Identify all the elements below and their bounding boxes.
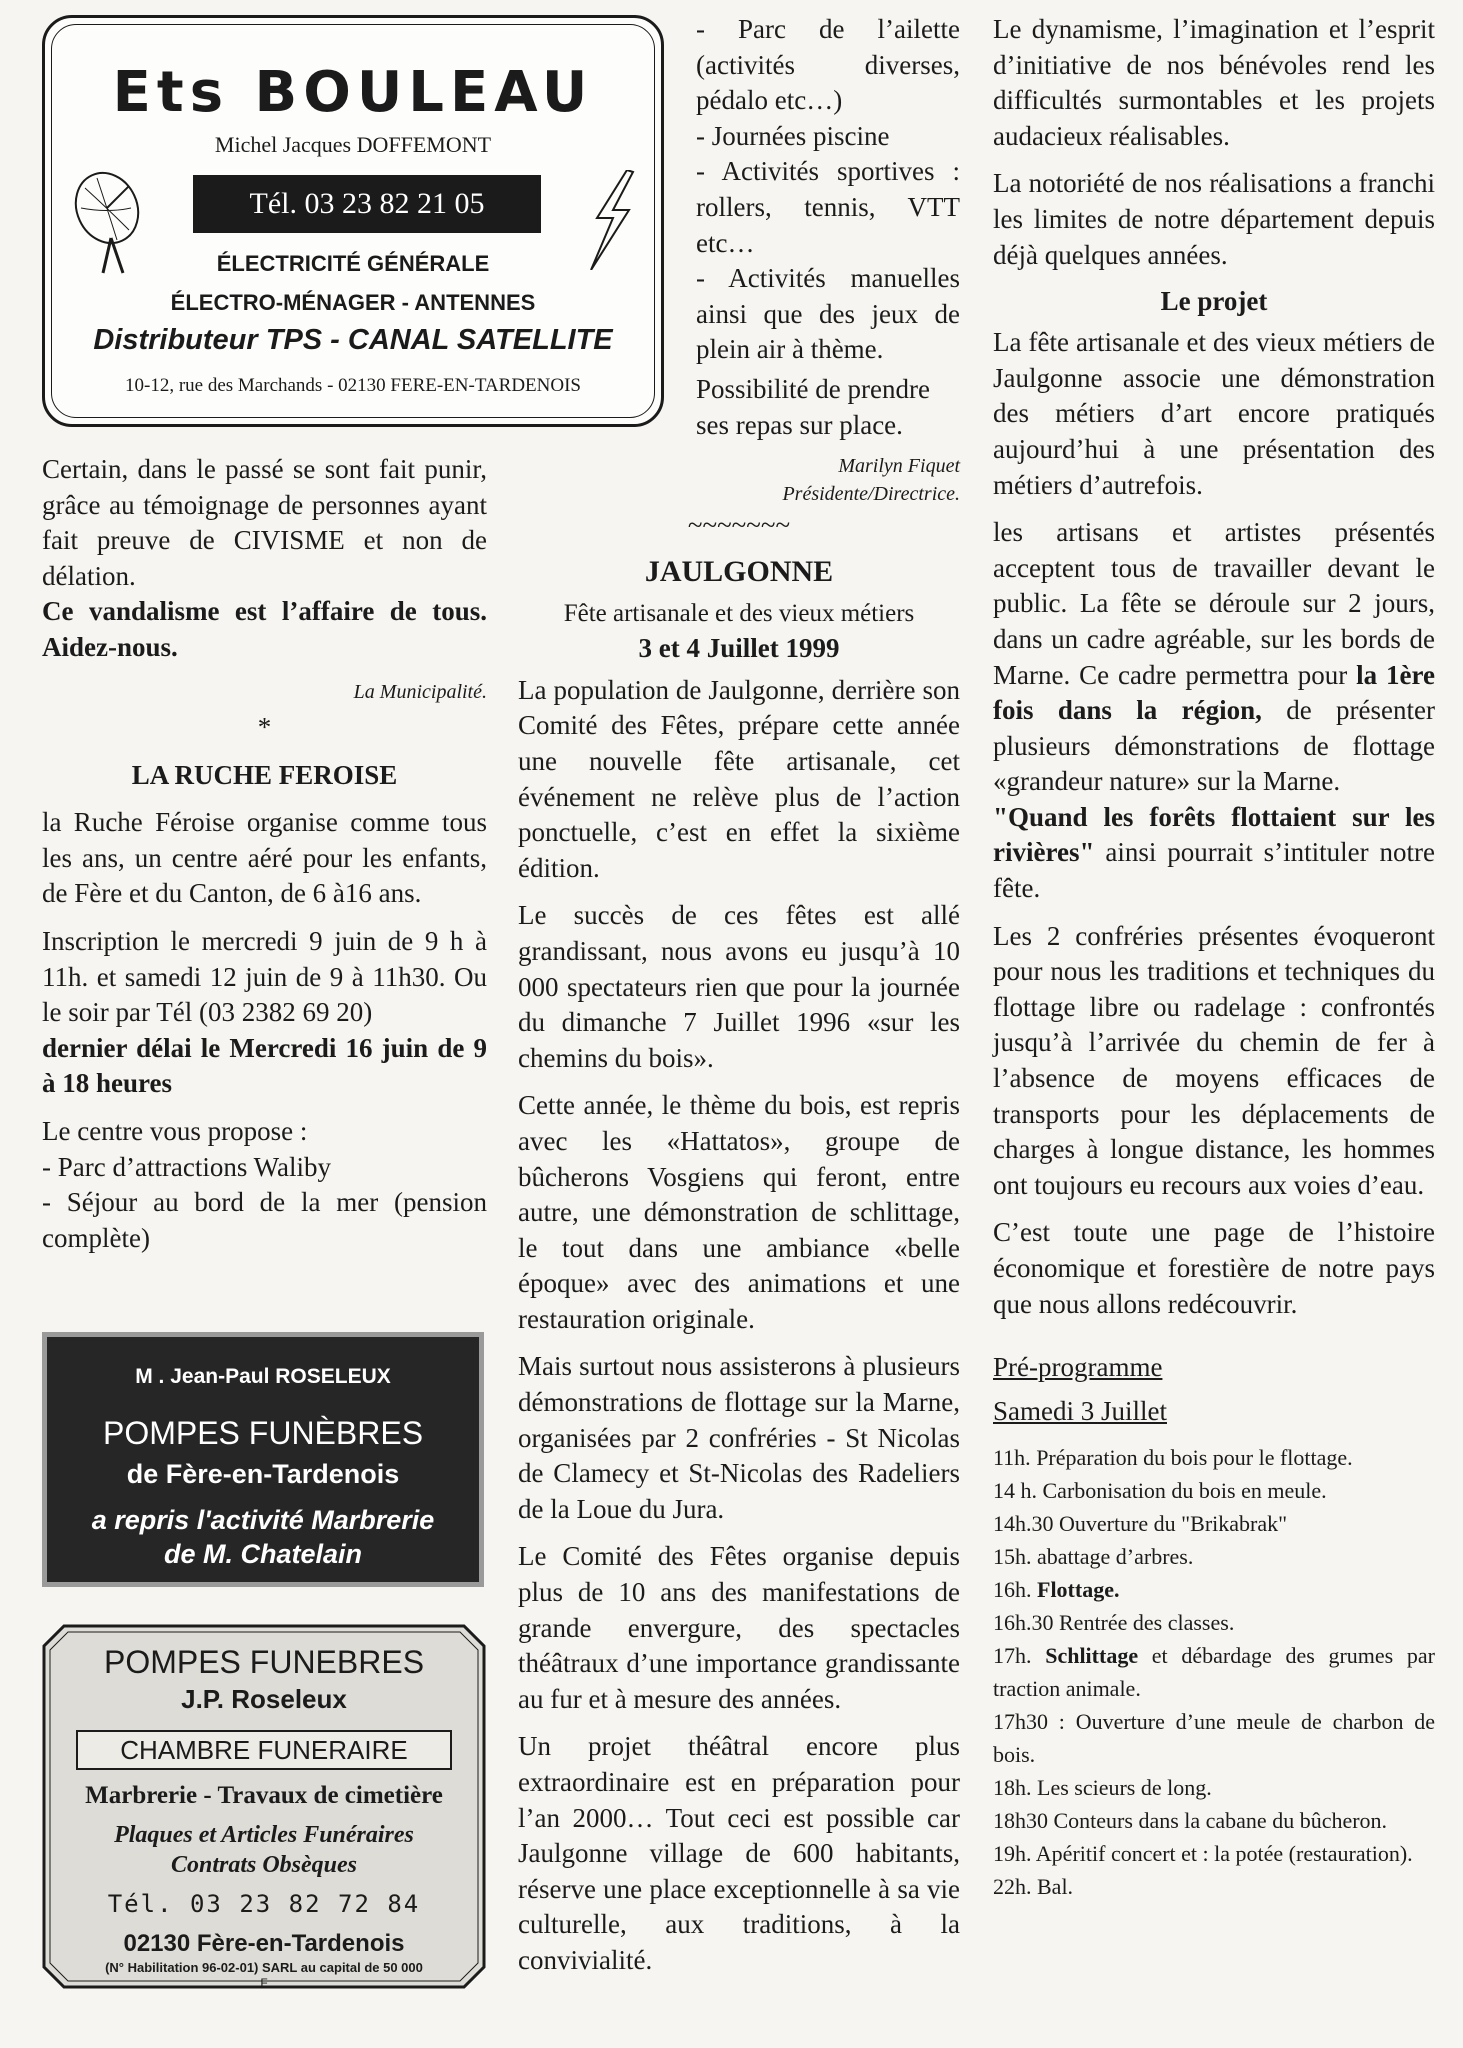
fete-motto: "Quand les forêts flottaient sur les rivières" (993, 801, 1435, 868)
jaulgonne-dates: 3 et 4 Juillet 1999 (638, 633, 840, 664)
projet-text-c: de présenter plusieurs démonstrations de flottage «grandeur nature» sur la Marne. (993, 695, 1436, 797)
brand-name: Ets BOULEAU (112, 60, 594, 125)
roseleux-advert-light (42, 1624, 486, 1989)
advert-owner: M . Jean-Paul ROSELEUX (135, 1365, 391, 1388)
schedule-text: Bal. (1037, 1874, 1074, 1900)
schedule-time: 18h. (993, 1775, 1032, 1801)
advert-legal-2: F (260, 1976, 268, 1990)
jaulgonne-paragraph: Un projet théâtral encore plus extraordinaire est en préparation pour l’an 2000… Tout ceci est possible car Jaulgonne village de 600 habitants, réserve une place exceptionnelle à sa vie culturelle, aux traditions, à la convivialité. (518, 1731, 960, 1975)
separator-star: * (257, 711, 272, 742)
ruche-item: - Parc de l’ailette (activités diverses, pédalo etc…) (696, 14, 960, 116)
jaulgonne-paragraph: Le Comité des Fêtes organise depuis plus de 10 ans des manifestations de grande envergure, des spectacles théâtraux d’une importance grandissante au fur et à mesure des années. (518, 1541, 960, 1714)
confreries-paragraph: Les 2 confréries présentes évoqueront pour nous les traditions et techniques du flottage libre ou radelage : confrontés jusqu’à l’arrivée du chemin de fer à l’absence de moyens efficaces de transports pour les déplacements de charges à longue distance, les hommes ont toujours eu recours aux voies d’eau. (993, 920, 1435, 1200)
service-line-2: ÉLECTRO-MÉNAGER - ANTENNES (170, 290, 536, 315)
column-2-main (518, 452, 960, 1979)
advert-phone: Tél. 03 23 82 72 84 (107, 1890, 421, 1918)
history-paragraph: C’est toute une page de l’histoire économique et forestière de notre pays que nous allons redécouvrir. (993, 1217, 1435, 1319)
service-line-1: ÉLECTRICITÉ GÉNÉRALE (216, 251, 490, 276)
advert-title: POMPES FUNÈBRES (102, 1415, 424, 1451)
roseleux-advert-dark (42, 1332, 484, 1587)
schedule-item (993, 1507, 1435, 1540)
schedule-text: Préparation du bois pour le flottage. (1036, 1445, 1353, 1471)
schedule-text: Conteurs dans la cabane du bûcheron. (1053, 1808, 1388, 1834)
schedule-time: 17h. (993, 1643, 1032, 1669)
ruche-paragraph-3: Le centre vous propose : (42, 1115, 308, 1146)
ruche-item: - Journées piscine (696, 120, 890, 151)
phone-banner: Tél. 03 23 82 21 05 (193, 175, 541, 233)
schedule-text: et débardage des grumes par traction animale. (993, 1643, 1436, 1702)
ruche-item: - Parc d’attractions Waliby (42, 1151, 331, 1182)
schedule-time: 19h. (993, 1841, 1032, 1867)
advert-subtitle: J.P. Roseleux (181, 1684, 347, 1714)
schedule-time: 16h.30 (993, 1610, 1054, 1636)
ruche-item: - Activités sportives : rollers, tennis, VTT etc… (696, 156, 960, 258)
jaulgonne-title: JAULGONNE (644, 554, 834, 588)
civism-paragraph: Certain, dans le passé se sont fait punir, grâce au témoignage de personnes ayant fait preuve de CIVISME et non de délation. (42, 454, 487, 591)
schedule-text: Ouverture du "Brikabrak" (1059, 1511, 1288, 1537)
ruche-item: - Activités manuelles ainsi que des jeux de plein air à thème. (696, 263, 960, 365)
advert-legal: (N° Habilitation 96-02-01) SARL au capital de 50 000 (105, 1960, 423, 1975)
schedule-item (993, 1606, 1435, 1639)
advert-line-2: de M. Chatelain (163, 1539, 363, 1569)
first-time-bold: la 1ère fois dans la région, (993, 659, 1435, 726)
ruche-paragraph-2: Inscription le mercredi 9 juin de 9 h à 11h. et samedi 12 juin de 9 à 11h30. Ou le soir par Tél (03 2382 69 20) (42, 925, 487, 1028)
projet-paragraph-2 (993, 515, 1435, 800)
jaulgonne-paragraph: La population de Jaulgonne, derrière son Comité des Fêtes, prépare cette année une nouvelle fête artisanale, cet événement ne relève plus de l’action ponctuelle, c’est en effet la sixième édition. (518, 674, 960, 883)
ruche-deadline: dernier délai le Mercredi 16 juin de 9 à 18 heures (42, 1032, 487, 1099)
schedule-item (993, 1804, 1435, 1837)
schedule-item (993, 1705, 1435, 1771)
schedule-time: 22h. (993, 1874, 1032, 1900)
jaulgonne-paragraph: Cette année, le thème du bois, est repris avec les «Hattatos», groupe de bûcherons Vosgiens qui feront, entre autre, une démonstration de schlittage, le tout dans une ambiance «belle époque» avec des animations et une restauration originale. (518, 1090, 960, 1334)
column-2 (696, 12, 960, 443)
service-line-3: Distributeur TPS - CANAL SATELLITE (93, 324, 613, 356)
column-3 (993, 12, 1435, 1903)
projet-title: Le projet (1160, 286, 1268, 317)
column-1 (42, 452, 487, 1256)
schedule-text: abattage d’arbres. (1037, 1544, 1194, 1570)
advert-line-3: Contrats Obsèques (170, 1852, 358, 1878)
jaulgonne-subtitle: Fête artisanale et des vieux métiers (563, 599, 915, 627)
chambre-funeraire-box: CHAMBRE FUNERAIRE (76, 1730, 452, 1770)
meals-note: Possibilité de prendre ses repas sur place. (696, 373, 930, 440)
ruche-item: - Séjour au bord de la mer (pension complète) (42, 1187, 487, 1253)
projet-paragraph-1: La fête artisanale et des vieux métiers de Jaulgonne associe une démonstration des métiers d’art encore pratiqués aujourd’hui à une présentation des métiers d’autrefois. (993, 327, 1435, 500)
programme-day: Samedi 3 Juillet (993, 1395, 1167, 1426)
schedule-text: Ouverture d’une meule de charbon de bois. (993, 1709, 1435, 1768)
notoriety-paragraph: La notoriété de nos réalisations a franchi les limites de notre département depuis déjà quelques années. (993, 168, 1435, 270)
signature-name: Marilyn Fiquet (838, 455, 960, 477)
schedule-time: 14 h. (993, 1478, 1037, 1504)
advert-line-2: Plaques et Articles Funéraires (114, 1822, 414, 1848)
separator-tilde: ~~~~~~~ (687, 510, 791, 540)
signature-municipalite: La Municipalité. (353, 680, 487, 703)
signature-role: Présidente/Directrice. (782, 483, 960, 505)
projet-text-a: les artisans et artistes présentés acceptent tous de travailler devant le public. La fête se déroule sur 2 jours, dans un cadre agréable, sur les bords de Marne. Ce cadre permettra pour (993, 517, 1435, 690)
schedule-time: 14h.30 (993, 1511, 1054, 1537)
advert-title: POMPES FUNEBRES (103, 1644, 425, 1680)
advert-town: 02130 Fère-en-Tardenois (123, 1930, 405, 1957)
schedule-time: 16h. (993, 1577, 1032, 1603)
schedule-time: 18h30 (993, 1808, 1048, 1834)
advert-town: de Fère-en-Tardenois (126, 1459, 400, 1489)
schedule-highlight: Flottage. (1037, 1577, 1120, 1603)
schedule-text: Apéritif concert et : la potée (restauration). (1035, 1841, 1413, 1867)
schedule-item (993, 1474, 1435, 1507)
schedule-text: Carbonisation du bois en meule. (1042, 1478, 1327, 1504)
jaulgonne-paragraph: Le succès de ces fêtes est allé grandissant, nous avons eu jusqu’à 10 000 spectateurs rien que pour la journée du dimanche 7 Juillet 1996 «sur les chemins du bois». (518, 900, 960, 1073)
projet-paragraph-3 (993, 800, 1435, 907)
schedule-text: Les scieurs de long. (1037, 1775, 1212, 1801)
schedule-time: 17h30 : (993, 1709, 1065, 1735)
advert-address: 10-12, rue des Marchands - 02130 FERE-EN-TARDENOIS (125, 375, 581, 396)
jaulgonne-paragraph: Mais surtout nous assisterons à plusieurs démonstrations de flottage sur la Marne, organisées par 2 confréries - St Nicolas de Clamecy et St-Nicolas des Radeliers de la Loue du Jura. (518, 1351, 960, 1524)
schedule-item (993, 1870, 1435, 1903)
schedule-time: 15h. (993, 1544, 1032, 1570)
schedule-list (993, 1441, 1435, 1903)
schedule-item (993, 1441, 1435, 1474)
schedule-text: Rentrée des classes. (1059, 1610, 1235, 1636)
civism-appeal: Ce vandalisme est l’affaire de tous. Aidez-nous. (42, 596, 487, 662)
schedule-item (993, 1573, 1435, 1606)
advert-line-1: Marbrerie - Travaux de cimetière (85, 1782, 443, 1809)
schedule-item (993, 1837, 1435, 1870)
motto-followup: ainsi pourrait s’intituler notre fête. (993, 837, 1435, 904)
schedule-time: 11h. (993, 1445, 1031, 1471)
ruche-paragraph-1: la Ruche Féroise organise comme tous les ans, un centre aéré pour les enfants, de Fère et du Canton, de 6 à16 ans. (42, 807, 487, 909)
dynamism-paragraph: Le dynamisme, l’imagination et l’esprit d’initiative de nos bénévoles rend les difficultés surmontables et les projets audacieux réalisables. (993, 14, 1435, 151)
bouleau-advert (42, 15, 664, 427)
programme-title: Pré-programme (993, 1352, 1163, 1383)
schedule-item (993, 1771, 1435, 1804)
schedule-highlight: Schlittage (1045, 1643, 1139, 1669)
advert-line-1: a repris l'activité Marbrerie (91, 1505, 435, 1535)
owner-name: Michel Jacques DOFFEMONT (214, 132, 492, 157)
schedule-item (993, 1639, 1435, 1705)
schedule-item (993, 1540, 1435, 1573)
ruche-title: LA RUCHE FEROISE (131, 760, 398, 791)
